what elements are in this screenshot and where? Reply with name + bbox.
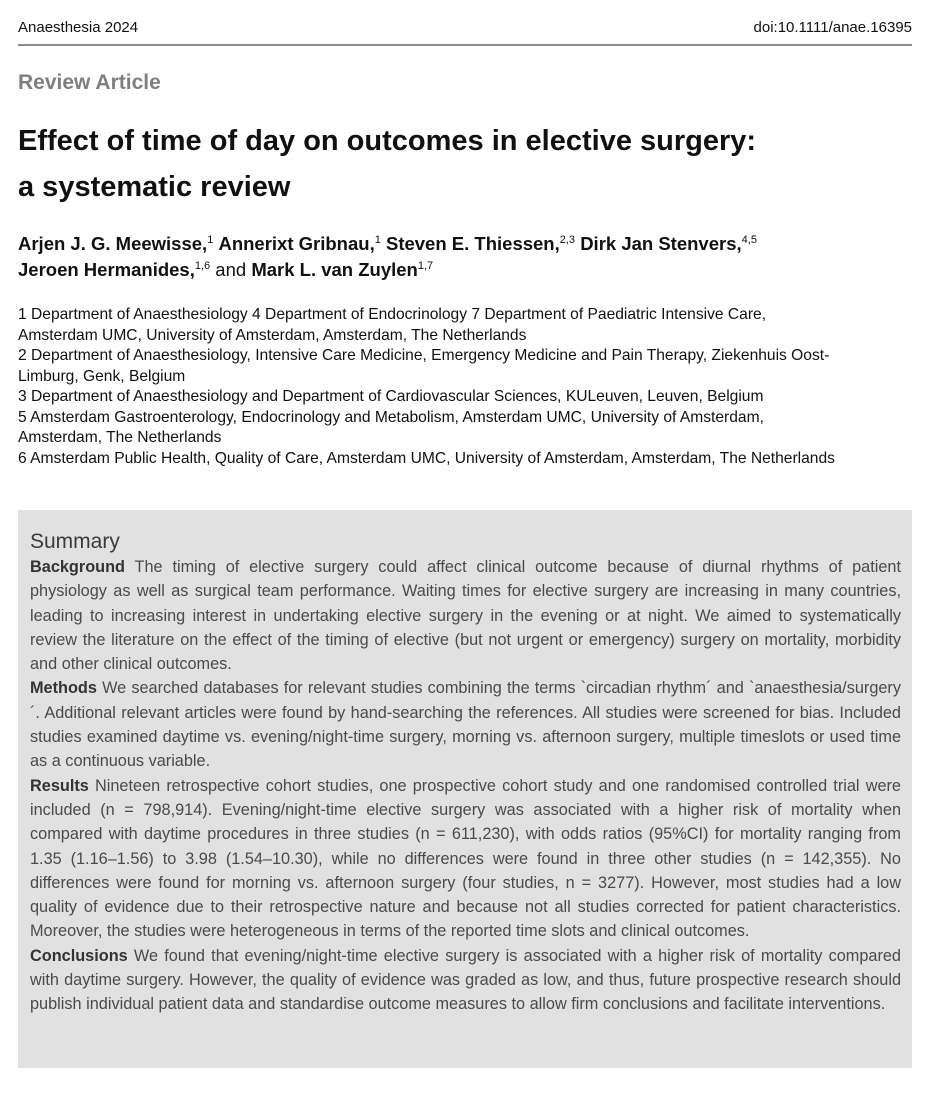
author-affiliation-ref: 1,7 [417, 260, 434, 272]
title-line-1: Effect of time of day on outcomes in elective surgery: [18, 125, 757, 157]
section-text: Nineteen retrospective cohort studies, one prospective cohort study and one randomised controlled trial were included (n = 798,914). Evening/night-time elective surgery was associated with a higher risk of mortality when compared with daytime procedures in three studies (n = 611,230), with odds ratios (95%CI) for mortality ranging from 1.35 (1.16–1.56) to 3.98 (1.54–10.30), while no differences were found in three other studies (n = 142,355). No differences were found for morning vs. afternoon surgery (four studies, n = 3277). However, most studies had a low quality of evidence due to their retrospective nature and because not all studies corrected for patient characteristics. Moreover, the studies were heterogeneous in terms of the reported time slots and clinical outcomes. [30, 776, 901, 941]
section-text: We searched databases for relevant studies combining the terms `circadian rhythm´ and `anaesthesia/surgery´. Additional relevant articles were found by hand-searching the references. All studies were screened for bias. Included studies examined daytime vs. evening/night-time surgery, morning vs. afternoon surgery, multiple timeslots or used time as a continuous variable. [30, 679, 901, 771]
page-header [18, 18, 912, 46]
author-line-2 [18, 257, 918, 283]
author-affiliation-ref: 4,5 [741, 234, 757, 246]
summary-results [30, 774, 901, 944]
section-label: Background [30, 558, 125, 576]
article-type: Review Article [18, 71, 161, 94]
author-list [18, 231, 918, 283]
doi-link[interactable]: doi:10.1111/anae.16395 [753, 19, 912, 36]
author-affiliation-ref: 2,3 [559, 234, 576, 246]
summary-methods [30, 676, 901, 773]
author-affiliation-ref: 1 [207, 234, 214, 246]
affiliation-line: 3 Department of Anaesthesiology and Department of Cardiovascular Sciences, KULeuven, Leuven, Belgium [18, 388, 764, 405]
title-line-2: a systematic review [18, 171, 291, 203]
journal-name: Anaesthesia 2024 [18, 19, 139, 36]
summary-body [30, 555, 901, 1017]
author-name[interactable]: Annerixt Gribnau, [218, 233, 375, 254]
affiliation-line: 6 Amsterdam Public Health, Quality of Care, Amsterdam UMC, University of Amsterdam, Amsterdam, The Netherlands [18, 449, 835, 467]
author-name[interactable]: Dirk Jan Stenvers, [580, 233, 742, 254]
affiliation-line: Limburg, Genk, Belgium [18, 367, 186, 385]
author-name[interactable]: Steven E. Thiessen, [385, 233, 560, 254]
author-name[interactable]: Mark L. van Zuylen [251, 259, 418, 280]
section-text: We found that evening/night-time elective surgery is associated with a higher risk of mortality compared with daytime surgery. However, the quality of evidence was graded as low, and thus, future prospective research should publish individual patient data and standardise outcome measures to allow firm conclusions and facilitate interventions. [30, 946, 901, 1014]
author-line-1 [18, 231, 918, 257]
summary-background [30, 555, 901, 676]
author-affiliation-ref: 1,6 [194, 260, 211, 272]
affiliation-line: Amsterdam UMC, University of Amsterdam, Amsterdam, The Netherlands [18, 326, 527, 344]
author-connector: and [215, 259, 247, 280]
summary-heading: Summary [30, 530, 120, 553]
affiliation-line: 5 Amsterdam Gastroenterology, Endocrinology and Metabolism, Amsterdam UMC, University of Amsterdam, [18, 408, 764, 426]
affiliation-line: Amsterdam, The Netherlands [18, 429, 222, 446]
author-affiliation-ref: 1 [374, 234, 381, 246]
author-name[interactable]: Arjen J. G. Meewisse, [18, 233, 208, 254]
article-title [18, 118, 918, 210]
section-text: The timing of elective surgery could affect clinical outcome because of diurnal rhythms of patient physiology as well as surgical team performance. Waiting times for elective surgery are increasing in many countries, leading to increasing interest in undertaking elective surgery in the evening or at night. We aimed to systematically review the literature on the effect of the timing of elective (but not urgent or emergency) surgery on mortality, morbidity and other clinical outcomes. [30, 558, 901, 674]
affiliation-line: 2 Department of Anaesthesiology, Intensive Care Medicine, Emergency Medicine and Pain Therapy, Ziekenhuis Oost- [18, 347, 830, 364]
section-label: Results [30, 776, 89, 795]
summary-box [18, 510, 912, 1068]
author-name[interactable]: Jeroen Hermanides, [18, 259, 195, 280]
section-label: Conclusions [30, 946, 128, 965]
affiliation-list [18, 305, 918, 469]
summary-conclusions [30, 944, 901, 1017]
section-label: Methods [30, 679, 97, 698]
affiliation-line: 1 Department of Anaesthesiology 4 Department of Endocrinology 7 Department of Paediatric Intensive Care, [18, 306, 767, 323]
